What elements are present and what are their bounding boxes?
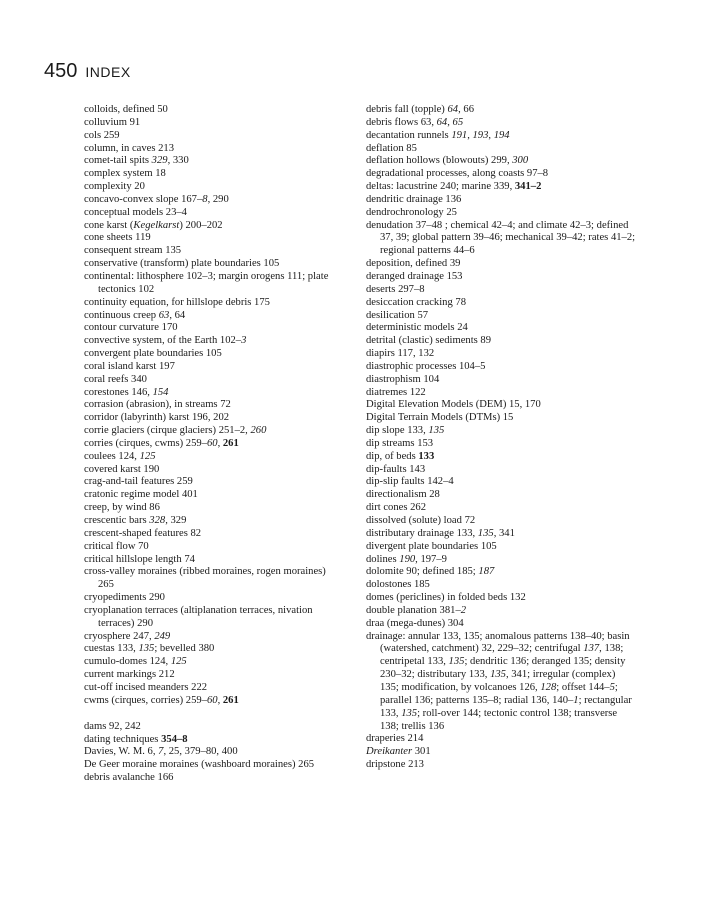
entry-text: double planation 381– <box>366 604 461 616</box>
entry-text: dolines <box>366 553 400 565</box>
entry-text: coulees 124, <box>84 450 140 462</box>
bold-page-ref: 261 <box>222 694 239 706</box>
entry-text: draa (mega-dunes) 304 <box>366 617 464 629</box>
italic-page-ref: 260 <box>250 425 267 437</box>
index-entry <box>84 322 339 335</box>
index-entry <box>366 258 636 271</box>
entry-text: De Geer moraine moraines (washboard moraines) 265 <box>84 759 315 771</box>
bold-page-ref: 261 <box>222 437 239 449</box>
entry-text: corrasion (abrasion), in streams 72 <box>84 399 231 411</box>
entry-text: dams 92, 242 <box>84 720 141 732</box>
italic-page-ref: 128 <box>540 681 557 693</box>
entry-text: convergent plate boundaries 105 <box>84 348 222 360</box>
entry-text: detrital (clastic) sediments 89 <box>366 335 492 347</box>
index-entry <box>84 438 339 451</box>
italic-page-ref: 249 <box>154 630 171 642</box>
entry-text: ; parallel 136; patterns 135–8; radial 136, 140– <box>380 681 618 706</box>
index-entry <box>84 476 339 489</box>
index-entry <box>366 310 636 323</box>
index-column-left <box>84 104 339 785</box>
entry-text: Davies, W. M. 6, <box>84 746 159 758</box>
entry-text: cryopediments 290 <box>84 592 165 604</box>
index-entry <box>366 104 636 117</box>
entry-text: corrie glaciers (cirque glaciers) 251–2, <box>84 425 251 437</box>
index-entry <box>84 554 339 567</box>
entry-text: , 64 <box>169 309 186 321</box>
italic-page-ref: 194 <box>493 129 510 141</box>
entry-text: concavo-convex slope 167– <box>84 193 203 205</box>
entry-text: colloids, defined 50 <box>84 104 168 115</box>
index-entry <box>84 464 339 477</box>
entry-text: conservative (transform) plate boundaries 105 <box>84 258 280 270</box>
italic-page-ref: 3 <box>241 335 247 347</box>
index-entry <box>84 643 339 656</box>
index-entry <box>366 361 636 374</box>
index-entry <box>366 168 636 181</box>
index-entry <box>84 117 339 130</box>
index-entry <box>366 181 636 194</box>
entry-text: contour curvature 170 <box>84 322 178 334</box>
index-entry <box>366 348 636 361</box>
index-entry <box>84 181 339 194</box>
index-entry <box>366 207 636 220</box>
entry-text: deposition, defined 39 <box>366 258 461 270</box>
entry-text: ) 200–202 <box>179 219 223 231</box>
index-entry <box>84 669 339 682</box>
entry-text: diastrophic processes 104–5 <box>366 360 486 372</box>
italic-page-ref: 125 <box>170 656 187 668</box>
entry-text: creep, by wind 86 <box>84 502 160 514</box>
index-entry <box>366 451 636 464</box>
italic-page-ref: 60 <box>206 437 218 449</box>
entry-text: colluvium 91 <box>84 116 141 128</box>
entry-text: critical hillslope length 74 <box>84 553 195 565</box>
entry-text: crag-and-tail features 259 <box>84 476 193 488</box>
entry-text: , 341 <box>493 527 515 539</box>
index-entry <box>84 425 339 438</box>
entry-text: debris flows 63, <box>366 116 437 128</box>
entry-text: dolomite 90; defined 185; <box>366 566 479 578</box>
entry-text: Digital Elevation Models (DEM) 15, 170 <box>366 399 541 411</box>
italic-page-ref: 135 <box>448 656 465 668</box>
entry-text: cumulo-domes 124, <box>84 656 171 668</box>
entry-text: dendrochronology 25 <box>366 206 457 218</box>
index-entry <box>84 746 339 759</box>
italic-page-ref: 135 <box>428 425 445 437</box>
index-entry <box>366 489 636 502</box>
entry-text: diapirs 117, 132 <box>366 348 435 360</box>
index-entry <box>84 258 339 271</box>
index-entry <box>366 541 636 554</box>
entry-text: deterministic models 24 <box>366 322 468 334</box>
entry-text: , 66 <box>458 104 474 115</box>
entry-text: , 290 <box>207 193 229 205</box>
entry-text: critical flow 70 <box>84 540 149 552</box>
index-entry <box>366 464 636 477</box>
italic-page-ref: Dreikanter <box>366 746 413 758</box>
entry-text: , 197–9 <box>415 553 447 565</box>
index-entry <box>84 387 339 400</box>
index-entry <box>84 220 339 233</box>
entry-text: , <box>467 129 473 141</box>
index-entry <box>366 515 636 528</box>
entry-text: continental: lithosphere 102–3; margin orogens 111; plate tectonics 102 <box>84 270 329 295</box>
italic-page-ref: 7 <box>158 746 164 758</box>
bold-page-ref: 354–8 <box>161 733 188 745</box>
index-entry <box>366 592 636 605</box>
index-entry <box>84 374 339 387</box>
entry-text: , <box>217 694 223 706</box>
italic-page-ref: 137 <box>583 643 600 655</box>
italic-page-ref: 64 <box>436 116 448 128</box>
index-column-right <box>366 104 636 772</box>
index-entry <box>84 335 339 348</box>
index-entry <box>84 155 339 168</box>
entry-text: denudation 37–48 ; chemical 42–4; and climate 42–3; defined 37, 39; global pattern 39–46; mechanical 39–42; rates 41–2; regional patterns 44–6 <box>366 219 636 257</box>
entry-text: dip-slip faults 142–4 <box>366 476 454 488</box>
entry-text: ; offset 144– <box>556 681 610 693</box>
entry-text: conceptual models 23–4 <box>84 206 187 218</box>
index-entry <box>366 554 636 567</box>
index-entry <box>84 168 339 181</box>
index-entry <box>366 566 636 579</box>
entry-text: distributary drainage 133, <box>366 527 478 539</box>
index-entry <box>84 399 339 412</box>
entry-text: Digital Terrain Models (DTMs) 15 <box>366 412 514 424</box>
entry-text: debris avalanche 166 <box>84 772 174 784</box>
entry-text: deflation 85 <box>366 142 417 154</box>
index-entry <box>366 130 636 143</box>
index-entry <box>366 143 636 156</box>
italic-page-ref: 5 <box>609 681 615 693</box>
index-entry <box>84 104 339 117</box>
index-entry <box>84 695 339 708</box>
index-entry <box>366 631 636 734</box>
bold-page-ref: 341–2 <box>514 181 542 193</box>
entry-text: diastrophism 104 <box>366 373 440 385</box>
index-entry <box>366 759 636 772</box>
index-entry <box>84 143 339 156</box>
page-number: 450 <box>44 60 78 82</box>
index-entry <box>84 656 339 669</box>
index-entry <box>366 425 636 438</box>
entry-text: convective system, of the Earth 102– <box>84 335 242 347</box>
index-entry <box>84 515 339 528</box>
entry-text: corries (cirques, cwms) 259– <box>84 437 207 449</box>
index-entry <box>84 605 339 631</box>
entry-text: divergent plate boundaries 105 <box>366 540 497 552</box>
italic-page-ref: 187 <box>478 566 495 578</box>
entry-text: comet-tail spits <box>84 155 152 167</box>
index-entry <box>84 310 339 323</box>
index-entry <box>84 566 339 592</box>
index-entry <box>84 772 339 785</box>
index-entry <box>366 387 636 400</box>
entry-text: cryosphere 247, <box>84 630 155 642</box>
entry-text: 301 <box>412 746 431 758</box>
index-entry <box>84 207 339 220</box>
entry-text: dating techniques <box>84 733 162 745</box>
entry-text: dripstone 213 <box>366 759 424 771</box>
italic-page-ref: 135 <box>490 669 506 681</box>
italic-page-ref: 190 <box>399 553 416 565</box>
index-entry <box>366 117 636 130</box>
entry-text: directionalism 28 <box>366 489 440 501</box>
italic-page-ref: 191 <box>451 129 468 141</box>
italic-page-ref: 1 <box>573 694 579 706</box>
index-entry <box>84 734 339 747</box>
entry-text: column, in caves 213 <box>84 142 175 154</box>
entry-text: deserts 297–8 <box>366 283 425 295</box>
index-entry <box>84 361 339 374</box>
entry-text: corridor (labyrinth) karst 196, 202 <box>84 412 230 424</box>
entry-text: diatremes 122 <box>366 386 426 398</box>
index-entry <box>366 399 636 412</box>
italic-page-ref: 2 <box>460 604 467 616</box>
index-entry <box>366 220 636 259</box>
entry-text: ; bevelled 380 <box>154 643 215 655</box>
entry-text: , <box>488 129 494 141</box>
index-entry <box>84 297 339 310</box>
italic-page-ref: 300 <box>512 155 529 167</box>
entry-text: , 330 <box>167 155 189 167</box>
entry-text: coral reefs 340 <box>84 373 147 385</box>
entry-text: , 329 <box>165 515 187 526</box>
entry-text: cwms (cirques, corries) 259– <box>84 694 207 706</box>
index-entry <box>84 721 339 734</box>
index-entry <box>84 194 339 207</box>
index-entry <box>366 476 636 489</box>
index-entry <box>84 528 339 541</box>
index-entry <box>84 412 339 425</box>
entry-text: domes (periclines) in folded beds 132 <box>366 592 526 604</box>
entry-text: desiccation cracking 78 <box>366 296 467 308</box>
entry-text: continuity equation, for hillslope debris 175 <box>84 296 270 308</box>
entry-text: decantation runnels <box>366 129 452 141</box>
entry-text: consequent stream 135 <box>84 245 182 257</box>
entry-text: cuestas 133, <box>84 643 139 655</box>
entry-text: , <box>217 437 223 449</box>
index-entry <box>366 579 636 592</box>
entry-text: degradational processes, along coasts 97–8 <box>366 168 549 180</box>
entry-text: deranged drainage 153 <box>366 270 463 282</box>
page-header <box>44 60 131 83</box>
italic-page-ref: 64 <box>447 104 459 115</box>
letter-group-gap <box>84 708 339 721</box>
index-entry <box>366 528 636 541</box>
entry-text: , 25, 379–80, 400 <box>163 746 238 758</box>
index-entry <box>84 245 339 258</box>
entry-text: draperies 214 <box>366 733 424 745</box>
entry-text: complexity 20 <box>84 181 145 193</box>
index-entry <box>84 451 339 464</box>
index-entry <box>84 759 339 772</box>
index-entry <box>366 502 636 515</box>
italic-page-ref: 63 <box>158 309 170 321</box>
index-entry <box>366 194 636 207</box>
entry-text: debris fall (topple) <box>366 104 448 115</box>
italic-page-ref: 135 <box>401 707 418 719</box>
index-entry <box>366 412 636 425</box>
italic-page-ref: 60 <box>206 694 218 706</box>
index-entry <box>84 592 339 605</box>
entry-text: dip slope 133, <box>366 425 429 437</box>
index-entry <box>84 232 339 245</box>
entry-text: crescentic bars <box>84 515 150 526</box>
entry-text: cratonic regime model 401 <box>84 489 198 501</box>
italic-page-ref: 65 <box>452 116 464 128</box>
entry-text: deltas: lacustrine 240; marine 339, <box>366 181 515 193</box>
entry-text: ; rectangular 133, <box>380 694 632 719</box>
entry-text: dolostones 185 <box>366 579 430 591</box>
italic-page-ref: 329 <box>151 155 168 167</box>
index-entry <box>84 489 339 502</box>
entry-text: cut-off incised meanders 222 <box>84 681 208 693</box>
index-entry <box>366 322 636 335</box>
index-entry <box>84 348 339 361</box>
index-entry <box>366 284 636 297</box>
italic-page-ref: 328 <box>149 515 166 526</box>
index-entry <box>84 682 339 695</box>
index-entry <box>366 746 636 759</box>
bold-page-ref: 133 <box>418 450 435 462</box>
entry-text: cryoplanation terraces (altiplanation terraces, nivation terraces) 290 <box>84 604 313 629</box>
entry-text: complex system 18 <box>84 168 166 180</box>
index-entry <box>84 502 339 515</box>
index-entry <box>366 155 636 168</box>
running-head: INDEX <box>85 64 131 80</box>
entry-text: dendritic drainage 136 <box>366 193 462 205</box>
index-entry <box>366 271 636 284</box>
index-entry <box>366 618 636 631</box>
entry-text: cross-valley moraines (ribbed moraines, rogen moraines) 265 <box>84 566 326 591</box>
entry-text: cone sheets 119 <box>84 232 151 244</box>
entry-text: ; dendritic 136; deranged 135; density 230–32; distributary 133, <box>380 656 626 681</box>
entry-text: cols 259 <box>84 129 120 141</box>
entry-text: , <box>447 116 453 128</box>
entry-text: covered karst 190 <box>84 463 160 475</box>
entry-text: ; roll-over 144; tectonic control 138; transverse 138; trellis 136 <box>380 707 618 732</box>
index-entry <box>366 605 636 618</box>
entry-text: drainage: annular 133, 135; anomalous patterns 138–40; basin (watershed, catchment) 32, 229–32; centrifugal <box>366 630 630 655</box>
entry-text: dip, of beds <box>366 450 419 462</box>
entry-text: corestones 146, <box>84 386 153 398</box>
index-entry <box>366 438 636 451</box>
entry-text: current markings 212 <box>84 669 175 681</box>
entry-text: coral island karst 197 <box>84 360 175 372</box>
entry-text: continuous creep <box>84 309 159 321</box>
entry-text: dissolved (solute) load 72 <box>366 515 476 526</box>
italic-page-ref: Kegelkarst <box>133 219 180 231</box>
index-entry <box>84 130 339 143</box>
index-entry <box>366 335 636 348</box>
index-entry <box>366 374 636 387</box>
italic-page-ref: 8 <box>202 193 208 205</box>
entry-text: dip streams 153 <box>366 437 434 449</box>
entry-text: dip-faults 143 <box>366 463 426 475</box>
italic-page-ref: 135 <box>138 643 155 655</box>
italic-page-ref: 135 <box>477 527 494 539</box>
italic-page-ref: 154 <box>152 386 169 398</box>
italic-page-ref: 193 <box>472 129 489 141</box>
entry-text: dirt cones 262 <box>366 502 427 514</box>
entry-text: cone karst ( <box>84 219 134 231</box>
index-entry <box>366 297 636 310</box>
entry-text: desilication 57 <box>366 309 429 321</box>
entry-text: , 138; centripetal 133, <box>380 643 624 668</box>
index-entry <box>84 631 339 644</box>
index-entry <box>84 541 339 554</box>
entry-text: crescent-shaped features 82 <box>84 527 202 539</box>
index-entry <box>366 733 636 746</box>
entry-text: , 341; irregular (complex) 135; modification, by volcanoes 126, <box>380 669 616 693</box>
italic-page-ref: 125 <box>139 450 156 462</box>
index-entry <box>84 271 339 297</box>
entry-text: deflation hollows (blowouts) 299, <box>366 155 513 167</box>
